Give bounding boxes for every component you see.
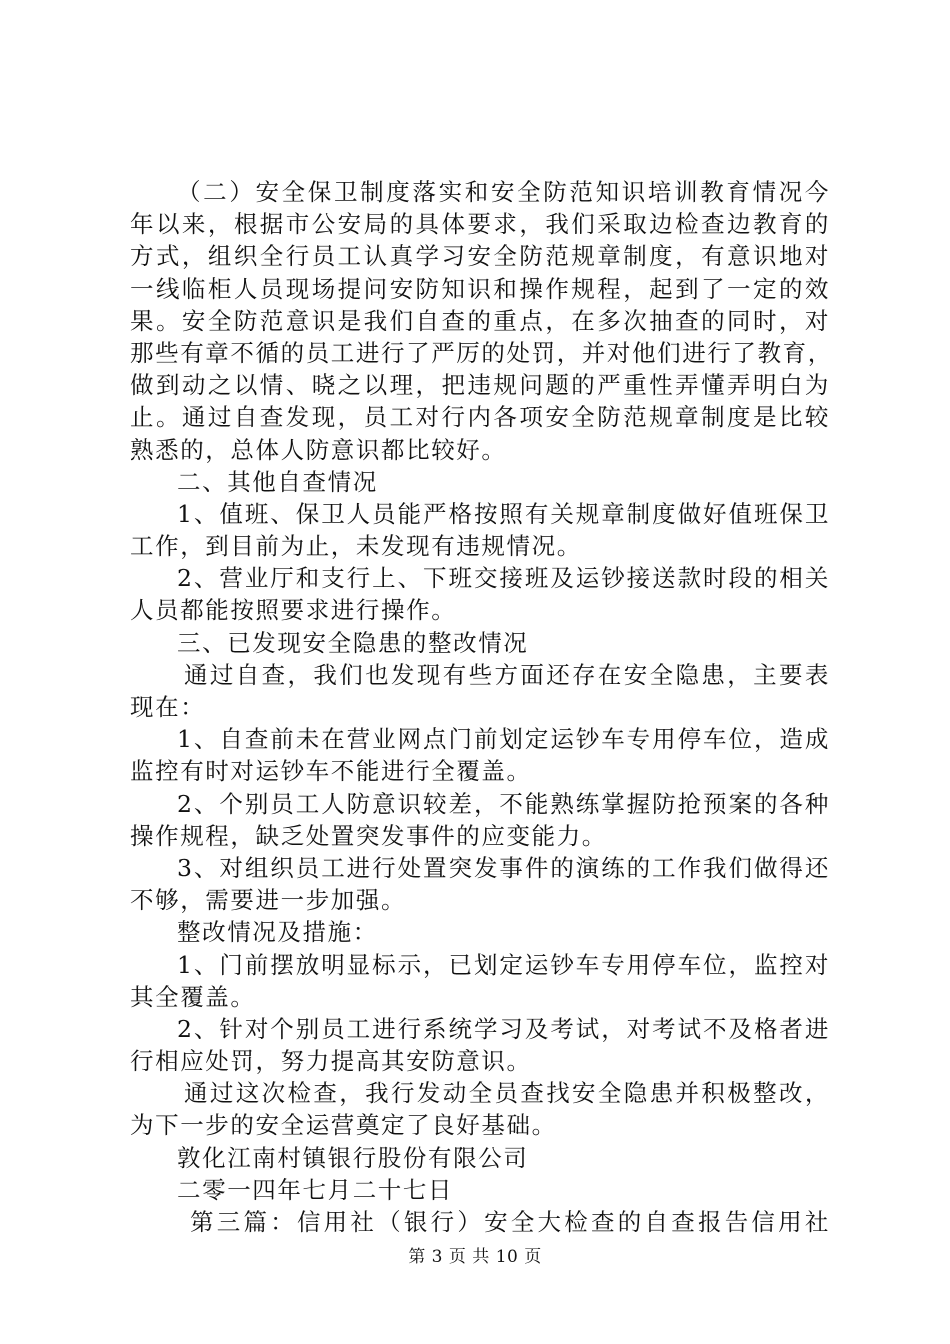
paragraph-line: 一线临柜人员现场提问安防知识和操作规程，起到了一定的效 xyxy=(130,274,830,303)
paragraph-line: 通过这次检查，我行发动全员查找安全隐患并积极整改， xyxy=(184,1079,830,1108)
signature-organization: 敦化江南村镇银行股份有限公司 xyxy=(177,1143,529,1172)
paragraph-line: 通过自查，我们也发现有些方面还存在安全隐患，主要表 xyxy=(184,660,830,689)
section-heading: 二、其他自查情况 xyxy=(177,467,378,496)
paragraph-line: 不够，需要进一步加强。 xyxy=(130,886,407,915)
paragraph-line: 2、营业厅和支行上、下班交接班及运钞接送款时段的相关 xyxy=(177,564,830,593)
paragraph-line: 人员都能按照要求进行操作。 xyxy=(130,596,457,625)
paragraph-line: 1、门前摆放明显标示，已划定运钞车专用停车位，监控对 xyxy=(177,950,830,979)
paragraph-line: 那些有章不循的员工进行了严厉的处罚，并对他们进行了教育， xyxy=(130,338,833,367)
document-body xyxy=(130,176,833,1238)
paragraph-line: 年以来，根据市公安局的具体要求，我们采取边检查边教育的 xyxy=(130,210,830,239)
next-article-title: 第三篇：信用社（银行）安全大检查的自查报告信用社 xyxy=(190,1208,830,1236)
paragraph-line: 止。通过自查发现，员工对行内各项安全防范规章制度是比较 xyxy=(130,403,830,432)
page-number: 第 3 页 共 10 页 xyxy=(408,1247,542,1267)
paragraph-line: 工作，到目前为止，未发现有违规情况。 xyxy=(130,532,582,561)
signature-date: 二零一四年七月二十七日 xyxy=(177,1175,454,1204)
paragraph-line: 2、针对个别员工进行系统学习及考试，对考试不及格者进 xyxy=(177,1014,830,1043)
paragraph-line: 做到动之以情、晓之以理，把违规问题的严重性弄懂弄明白为 xyxy=(130,371,830,400)
section-heading: 整改情况及措施： xyxy=(177,918,378,947)
section-heading: 三、已发现安全隐患的整改情况 xyxy=(177,628,529,657)
paragraph-line: 其全覆盖。 xyxy=(130,982,256,1011)
paragraph-line: 2、个别员工人防意识较差，不能熟练掌握防抢预案的各种 xyxy=(177,789,830,818)
paragraph-line: 现在： xyxy=(130,693,206,721)
paragraph-line: 1、自查前未在营业网点门前划定运钞车专用停车位，造成 xyxy=(177,725,830,754)
paragraph-line: 监控有时对运钞车不能进行全覆盖。 xyxy=(130,757,532,786)
paragraph-line: 3、对组织员工进行处置突发事件的演练的工作我们做得还 xyxy=(177,853,830,882)
paragraph-line: 行相应处罚，努力提高其安防意识。 xyxy=(130,1047,532,1076)
paragraph-line: 操作规程，缺乏处置突发事件的应变能力。 xyxy=(130,821,607,850)
paragraph-line: 熟悉的，总体人防意识都比较好。 xyxy=(130,435,507,464)
paragraph-line: （二）安全保卫制度落实和安全防范知识培训教育情况今 xyxy=(177,178,830,206)
paragraph-line: 为下一步的安全运营奠定了良好基础。 xyxy=(130,1111,557,1140)
paragraph-line: 1、值班、保卫人员能严格按照有关规章制度做好值班保卫 xyxy=(177,499,830,528)
paragraph-line: 方式，组织全行员工认真学习安全防范规章制度，有意识地对 xyxy=(130,242,830,271)
paragraph-line: 果。安全防范意识是我们自查的重点，在多次抽查的同时，对 xyxy=(130,306,830,335)
